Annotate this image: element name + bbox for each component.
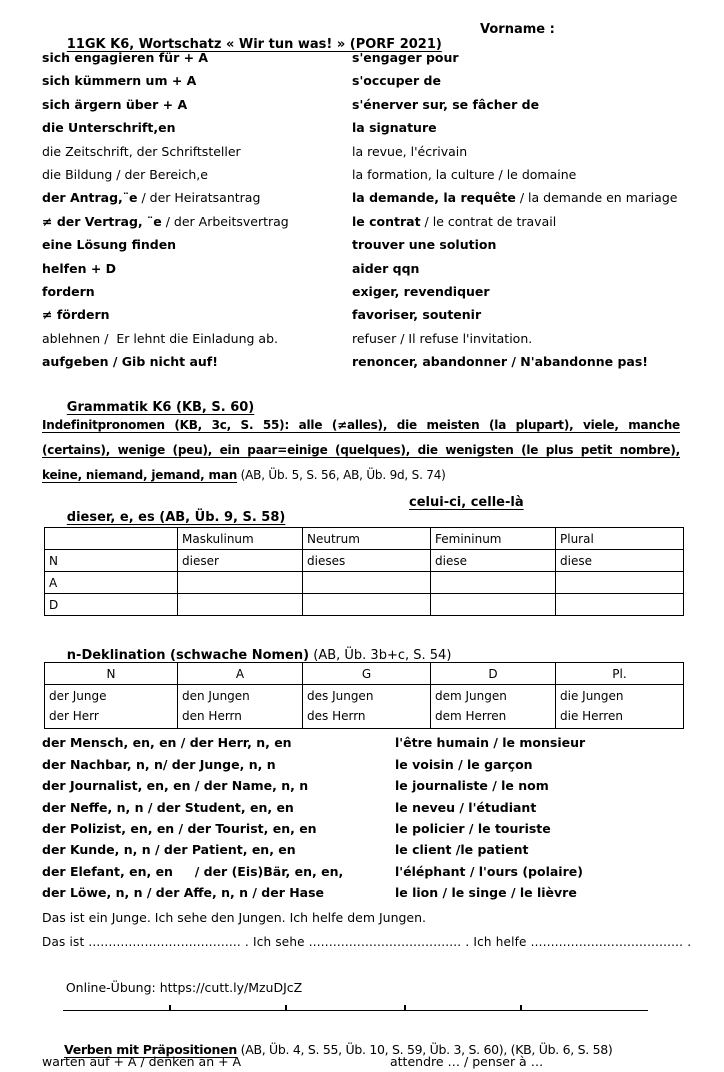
vocab-row xyxy=(42,864,680,885)
table-cell: Femininum xyxy=(431,528,556,550)
fill-in-line: Das ist ...................................... . Ich sehe ...................................... . Ich helfe ...................................... . xyxy=(42,934,692,949)
french-term: aider qqn xyxy=(352,260,420,276)
table-cell: Neutrum xyxy=(303,528,431,550)
french-term: refuser / Il refuse l'invitation. xyxy=(352,330,533,346)
vocab-row xyxy=(42,167,680,190)
table-cell-empty xyxy=(556,572,684,594)
german-term: der Elefant, en, en / der (Eis)Bär, en, en, xyxy=(42,863,344,879)
german-term: sich ärgern über + A xyxy=(42,96,188,112)
french-term: l'éléphant / l'ours (polaire) xyxy=(395,863,583,879)
table-cell: die Jungen die Herren xyxy=(556,685,684,729)
vocab-row xyxy=(42,261,680,284)
table-cell: dieses xyxy=(303,550,431,572)
german-term: ≠ der Vertrag, ¨e / der Arbeitsvertrag xyxy=(42,213,289,229)
german-term: eine Lösung finden xyxy=(42,237,177,253)
verben-heading: Verben mit Präpositionen (AB, Üb. 4, S. 55, Üb. 10, S. 59, Üb. 3, S. 60), (KB, Üb. 6, S. 58) xyxy=(64,1041,613,1057)
french-term: attendre … / penser à … xyxy=(390,1053,544,1069)
french-term: s'occuper de xyxy=(352,73,441,89)
dieser-french: celui-ci, celle-là xyxy=(409,495,524,511)
grammatik-heading: Grammatik K6 (KB, S. 60) xyxy=(66,400,255,416)
table-cell: Maskulinum xyxy=(178,528,303,550)
vocab-row xyxy=(42,354,680,377)
french-term: le client /le patient xyxy=(395,842,529,858)
french-term: s'énerver sur, se fâcher de xyxy=(352,96,540,112)
french-term: le contrat / le contrat de travail xyxy=(352,213,557,229)
german-term: der Löwe, n, n / der Affe, n, n / der Hase xyxy=(42,885,325,901)
german-term: warten auf + A / denken an + A xyxy=(42,1053,242,1069)
french-term: le voisin / le garçon xyxy=(395,756,533,772)
table-cell: den Jungen den Herrn xyxy=(178,685,303,729)
vocab-row xyxy=(42,821,680,842)
vocab-row xyxy=(42,757,680,778)
table-cell: N xyxy=(45,663,178,685)
german-term: ≠ fördern xyxy=(42,307,110,323)
german-term: helfen + D xyxy=(42,260,117,276)
vocab-row xyxy=(42,190,680,213)
table-cell: des Jungen des Herrn xyxy=(303,685,431,729)
title-row xyxy=(42,22,680,50)
french-term: trouver une solution xyxy=(352,237,497,253)
table-cell: A xyxy=(178,663,303,685)
french-term: la demande, la requête / la demande en mariage xyxy=(352,190,678,206)
table-cell: diese xyxy=(431,550,556,572)
vocab-row xyxy=(42,97,680,120)
german-term: die Zeitschrift, der Schriftsteller xyxy=(42,143,241,159)
vocab-row xyxy=(42,735,680,756)
indefinitpronomen-paragraph xyxy=(42,413,680,488)
french-term: l'être humain / le monsieur xyxy=(395,735,586,751)
table-row xyxy=(45,550,684,572)
ndeklination-heading: n-Deklination (schwache Nomen) (AB, Üb. 3b+c, S. 54) xyxy=(66,648,452,664)
german-term: der Mensch, en, en / der Herr, n, en xyxy=(42,735,292,751)
vocab-row xyxy=(42,800,680,821)
vocab-row xyxy=(42,842,680,863)
french-term: le lion / le singe / le lièvre xyxy=(395,885,577,901)
french-term: exiger, revendiquer xyxy=(352,283,490,299)
vocab-row xyxy=(42,778,680,799)
ndeklination-table xyxy=(44,662,684,729)
table-cell-empty xyxy=(431,572,556,594)
example-sentence: Das ist ein Junge. Ich sehe den Jungen. Ich helfe dem Jungen. xyxy=(42,909,427,925)
table-row xyxy=(45,572,684,594)
table-cell: dem Jungen dem Herren xyxy=(431,685,556,729)
table-cell-empty xyxy=(178,594,303,616)
vocab-row xyxy=(42,73,680,96)
french-term: la revue, l'écrivain xyxy=(352,143,468,159)
vocab-list-2 xyxy=(42,735,680,906)
table-cell-empty xyxy=(303,572,431,594)
table-cell: diese xyxy=(556,550,684,572)
french-term: la signature xyxy=(352,120,437,136)
case-label: A xyxy=(45,572,178,594)
german-term: der Polizist, en, en / der Tourist, en, en xyxy=(42,821,317,837)
table-cell: dieser xyxy=(178,550,303,572)
vorname-label: Vorname : xyxy=(480,22,555,37)
french-term: le journaliste / le nom xyxy=(395,778,549,794)
table-cell: Plural xyxy=(556,528,684,550)
german-term: fordern xyxy=(42,283,95,299)
german-term: der Kunde, n, n / der Patient, en, en xyxy=(42,842,296,858)
table-cell: D xyxy=(431,663,556,685)
vocab-list-1 xyxy=(42,50,680,377)
dieser-table xyxy=(44,527,684,616)
table-header-row xyxy=(45,663,684,685)
french-term: renoncer, abandonner / N'abandonne pas! xyxy=(352,354,648,370)
vocab-row xyxy=(42,331,680,354)
table-cell-empty xyxy=(178,572,303,594)
indef-line-3: keine, niemand, jemand, man (AB, Üb. 5, S. 56, AB, Üb. 9d, S. 74) xyxy=(42,468,446,483)
french-term: le neveu / l'étudiant xyxy=(395,799,537,815)
online-url[interactable]: https://cutt.ly/MzuDJcZ xyxy=(159,979,303,995)
german-term: die Bildung / der Bereich,e xyxy=(42,166,208,182)
german-term: sich kümmern um + A xyxy=(42,73,197,89)
french-term: le policier / le touriste xyxy=(395,821,551,837)
table-row xyxy=(45,594,684,616)
table-cell-empty xyxy=(303,594,431,616)
german-term: die Unterschrift,en xyxy=(42,120,176,136)
cutoff-table-top-border xyxy=(63,1010,648,1017)
german-term: sich engagieren für + A xyxy=(42,50,209,65)
vocab-row xyxy=(42,144,680,167)
table-cell: G xyxy=(303,663,431,685)
table-cell-empty xyxy=(556,594,684,616)
french-term: s'engager pour xyxy=(352,50,459,65)
online-label: Online-Übung: xyxy=(65,979,160,995)
vocab-row xyxy=(42,214,680,237)
vocab-row xyxy=(42,307,680,330)
dieser-heading: dieser, e, es (AB, Üb. 9, S. 58) xyxy=(66,510,286,526)
vocab-row xyxy=(42,885,680,906)
vocab-row xyxy=(42,50,680,73)
german-term: aufgeben / Gib nicht auf! xyxy=(42,354,218,370)
table-cell: der Junge der Herr xyxy=(45,685,178,729)
indef-line-2: (certains), wenige (peu), ein paar=einige (quelques), die wenigsten (le plus petit nombre), xyxy=(42,443,680,458)
case-label: N xyxy=(45,550,178,572)
dieser-heading-row xyxy=(42,495,680,526)
table-header-row xyxy=(45,528,684,550)
german-term: der Neffe, n, n / der Student, en, en xyxy=(42,799,294,815)
table-cell: Pl. xyxy=(556,663,684,685)
german-term: der Nachbar, n, n/ der Junge, n, n xyxy=(42,756,276,772)
french-term: la formation, la culture / le domaine xyxy=(352,166,577,182)
indef-line-1: Indefinitpronomen (KB, 3c, S. 55): alle (≠alles), die meisten (la plupart), viele, manche xyxy=(42,418,680,433)
case-label: D xyxy=(45,594,178,616)
table-cell-empty xyxy=(431,594,556,616)
table-row xyxy=(45,685,684,729)
german-term: ablehnen / Er lehnt die Einladung ab. xyxy=(42,330,278,346)
german-term: der Journalist, en, en / der Name, n, n xyxy=(42,778,309,794)
page-title: 11GK K6, Wortschatz « Wir tun was! » (PORF 2021) xyxy=(66,37,442,52)
vocab-row xyxy=(42,284,680,307)
french-term: favoriser, soutenir xyxy=(352,307,482,323)
vocab-row xyxy=(42,237,680,260)
vocab-row xyxy=(42,120,680,143)
german-term: der Antrag,¨e / der Heiratsantrag xyxy=(42,190,261,206)
